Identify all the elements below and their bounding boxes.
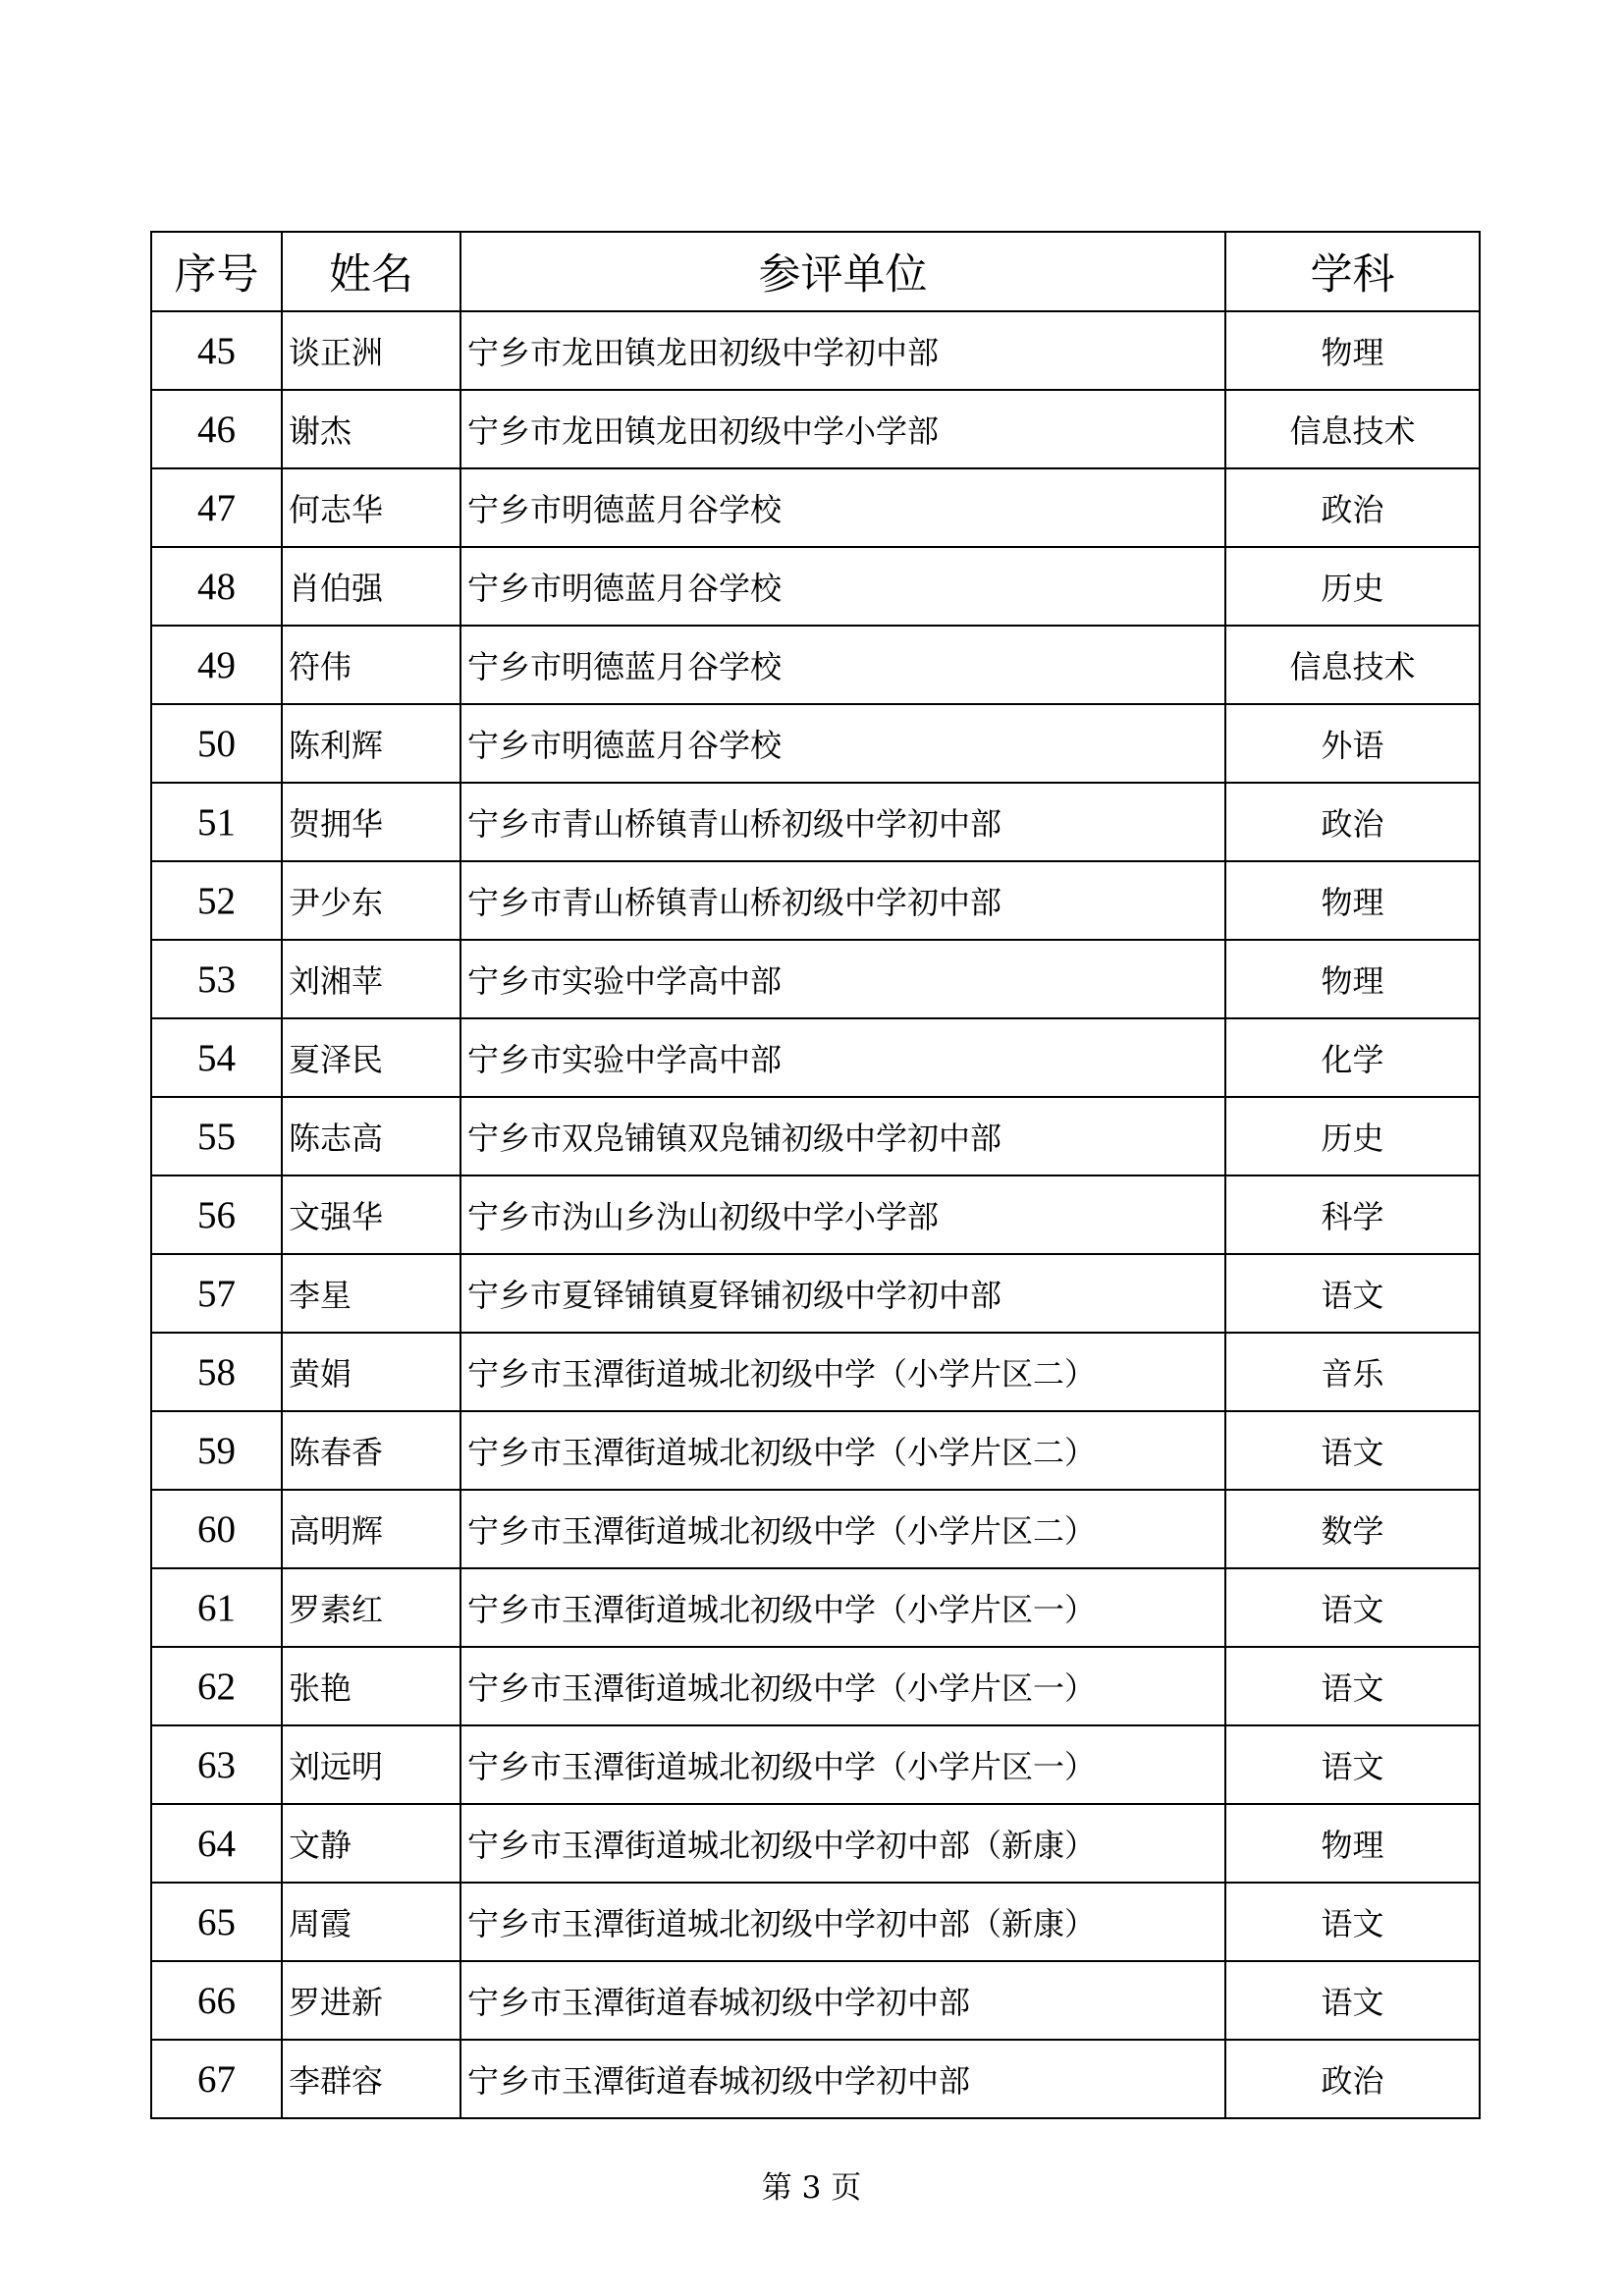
cell-unit: 宁乡市明德蓝月谷学校	[460, 468, 1225, 547]
cell-no: 56	[151, 1175, 282, 1254]
cell-unit: 宁乡市明德蓝月谷学校	[460, 547, 1225, 626]
cell-unit: 宁乡市玉潭街道城北初级中学（小学片区一）	[460, 1725, 1225, 1804]
cell-subject: 外语	[1225, 704, 1480, 783]
cell-unit: 宁乡市龙田镇龙田初级中学小学部	[460, 390, 1225, 468]
table-row	[151, 861, 1480, 940]
cell-no: 49	[151, 626, 282, 704]
cell-name: 肖伯强	[282, 547, 460, 626]
cell-name: 黄娟	[282, 1333, 460, 1411]
cell-unit: 宁乡市明德蓝月谷学校	[460, 626, 1225, 704]
cell-unit: 宁乡市实验中学高中部	[460, 940, 1225, 1018]
cell-no: 61	[151, 1568, 282, 1647]
table-row	[151, 1490, 1480, 1568]
cell-no: 62	[151, 1647, 282, 1725]
cell-unit: 宁乡市沩山乡沩山初级中学小学部	[460, 1175, 1225, 1254]
cell-subject: 物理	[1225, 311, 1480, 390]
cell-subject: 语文	[1225, 1254, 1480, 1333]
cell-name: 陈春香	[282, 1411, 460, 1490]
table-row	[151, 783, 1480, 861]
cell-no: 52	[151, 861, 282, 940]
cell-name: 何志华	[282, 468, 460, 547]
header-no: 序号	[151, 232, 282, 311]
cell-no: 48	[151, 547, 282, 626]
cell-no: 46	[151, 390, 282, 468]
cell-no: 65	[151, 1883, 282, 1961]
page-number: 第 3 页	[761, 2170, 862, 2206]
cell-subject: 语文	[1225, 1883, 1480, 1961]
cell-unit: 宁乡市玉潭街道城北初级中学（小学片区二）	[460, 1490, 1225, 1568]
cell-no: 66	[151, 1961, 282, 2040]
table-row	[151, 311, 1480, 390]
table-row	[151, 547, 1480, 626]
cell-subject: 语文	[1225, 1568, 1480, 1647]
cell-unit: 宁乡市青山桥镇青山桥初级中学初中部	[460, 783, 1225, 861]
cell-name: 尹少东	[282, 861, 460, 940]
cell-unit: 宁乡市夏铎铺镇夏铎铺初级中学初中部	[460, 1254, 1225, 1333]
cell-unit: 宁乡市玉潭街道春城初级中学初中部	[460, 1961, 1225, 2040]
table-body	[151, 311, 1480, 2118]
cell-unit: 宁乡市玉潭街道城北初级中学（小学片区二）	[460, 1411, 1225, 1490]
table-row	[151, 1097, 1480, 1175]
cell-subject: 物理	[1225, 940, 1480, 1018]
evaluation-list-table-wrapper	[150, 231, 1481, 2119]
cell-subject: 语文	[1225, 1647, 1480, 1725]
cell-subject: 数学	[1225, 1490, 1480, 1568]
cell-no: 63	[151, 1725, 282, 1804]
cell-no: 57	[151, 1254, 282, 1333]
cell-no: 50	[151, 704, 282, 783]
cell-no: 58	[151, 1333, 282, 1411]
cell-unit: 宁乡市玉潭街道城北初级中学（小学片区二）	[460, 1333, 1225, 1411]
cell-name: 谈正洲	[282, 311, 460, 390]
cell-no: 60	[151, 1490, 282, 1568]
table-row	[151, 2040, 1480, 2118]
cell-subject: 历史	[1225, 1097, 1480, 1175]
cell-name: 刘远明	[282, 1725, 460, 1804]
evaluation-list-table	[150, 231, 1481, 2119]
table-row	[151, 1333, 1480, 1411]
cell-no: 45	[151, 311, 282, 390]
cell-subject: 政治	[1225, 783, 1480, 861]
cell-subject: 音乐	[1225, 1333, 1480, 1411]
table-row	[151, 1254, 1480, 1333]
cell-no: 64	[151, 1804, 282, 1883]
cell-name: 文静	[282, 1804, 460, 1883]
cell-unit: 宁乡市青山桥镇青山桥初级中学初中部	[460, 861, 1225, 940]
cell-unit: 宁乡市玉潭街道城北初级中学（小学片区一）	[460, 1647, 1225, 1725]
cell-subject: 语文	[1225, 1961, 1480, 2040]
cell-name: 夏泽民	[282, 1018, 460, 1097]
cell-name: 罗进新	[282, 1961, 460, 2040]
cell-no: 47	[151, 468, 282, 547]
cell-name: 张艳	[282, 1647, 460, 1725]
cell-unit: 宁乡市龙田镇龙田初级中学初中部	[460, 311, 1225, 390]
cell-name: 陈利辉	[282, 704, 460, 783]
table-row	[151, 940, 1480, 1018]
cell-name: 高明辉	[282, 1490, 460, 1568]
table-row	[151, 704, 1480, 783]
table-row	[151, 1804, 1480, 1883]
cell-unit: 宁乡市玉潭街道春城初级中学初中部	[460, 2040, 1225, 2118]
table-row	[151, 1725, 1480, 1804]
cell-subject: 政治	[1225, 468, 1480, 547]
table-row	[151, 1883, 1480, 1961]
cell-subject: 科学	[1225, 1175, 1480, 1254]
cell-unit: 宁乡市实验中学高中部	[460, 1018, 1225, 1097]
cell-subject: 物理	[1225, 861, 1480, 940]
cell-name: 刘湘苹	[282, 940, 460, 1018]
cell-name: 陈志高	[282, 1097, 460, 1175]
cell-subject: 信息技术	[1225, 390, 1480, 468]
table-header-row	[151, 232, 1480, 311]
cell-unit: 宁乡市明德蓝月谷学校	[460, 704, 1225, 783]
table-row	[151, 1647, 1480, 1725]
cell-no: 59	[151, 1411, 282, 1490]
table-row	[151, 468, 1480, 547]
cell-unit: 宁乡市玉潭街道城北初级中学初中部（新康）	[460, 1883, 1225, 1961]
cell-subject: 语文	[1225, 1411, 1480, 1490]
table-row	[151, 390, 1480, 468]
cell-unit: 宁乡市玉潭街道城北初级中学初中部（新康）	[460, 1804, 1225, 1883]
cell-subject: 化学	[1225, 1018, 1480, 1097]
header-name: 姓名	[282, 232, 460, 311]
cell-unit: 宁乡市玉潭街道城北初级中学（小学片区一）	[460, 1568, 1225, 1647]
cell-unit: 宁乡市双凫铺镇双凫铺初级中学初中部	[460, 1097, 1225, 1175]
cell-no: 53	[151, 940, 282, 1018]
cell-subject: 历史	[1225, 547, 1480, 626]
header-unit: 参评单位	[460, 232, 1225, 311]
cell-name: 罗素红	[282, 1568, 460, 1647]
cell-name: 贺拥华	[282, 783, 460, 861]
table-row	[151, 1018, 1480, 1097]
cell-no: 54	[151, 1018, 282, 1097]
cell-no: 55	[151, 1097, 282, 1175]
cell-name: 周霞	[282, 1883, 460, 1961]
table-row	[151, 1568, 1480, 1647]
cell-name: 李星	[282, 1254, 460, 1333]
cell-name: 文强华	[282, 1175, 460, 1254]
cell-name: 符伟	[282, 626, 460, 704]
table-row	[151, 626, 1480, 704]
cell-subject: 语文	[1225, 1725, 1480, 1804]
cell-subject: 物理	[1225, 1804, 1480, 1883]
cell-name: 李群容	[282, 2040, 460, 2118]
table-row	[151, 1411, 1480, 1490]
cell-no: 51	[151, 783, 282, 861]
table-header	[151, 232, 1480, 311]
cell-no: 67	[151, 2040, 282, 2118]
table-row	[151, 1175, 1480, 1254]
cell-subject: 政治	[1225, 2040, 1480, 2118]
cell-name: 谢杰	[282, 390, 460, 468]
table-row	[151, 1961, 1480, 2040]
cell-subject: 信息技术	[1225, 626, 1480, 704]
header-subject: 学科	[1225, 232, 1480, 311]
